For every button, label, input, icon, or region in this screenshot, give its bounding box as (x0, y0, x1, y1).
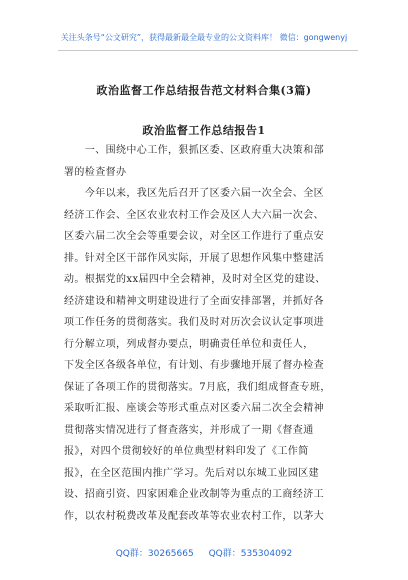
body-line: 下发全区各级各单位，有计划、有步骤地开展了督办检查 (64, 360, 324, 371)
qq-group-1: QQ群：30265665 (115, 549, 194, 559)
body-line: 排。针对全区干部作风实际，开展了思想作风集中整建活 (64, 252, 324, 264)
body-line: 采取听汇报、座谈会等形式重点对区委六届二次全会精神 (64, 403, 324, 414)
footer-contact (0, 546, 408, 559)
header-divider (58, 50, 358, 51)
header-promo-note: 关注头条号“公文研究”，获得最新最全最专业的公文资料库！ 微信：gongwenyj (60, 33, 348, 42)
body-line: 区委六届二次全会等重要会议，对全区工作进行了重点安 (64, 231, 324, 242)
body-line: 经济建设和精神文明建设进行了全面安排部署，并抓好各 (64, 295, 324, 307)
body-line: 署的检查督办 (64, 166, 127, 178)
body-line: 设、招商引资、四家困难企业改制等为重点的工商经济工 (64, 489, 324, 500)
document-title: 政治监督工作总结报告范文材料合集(3篇) (96, 84, 312, 97)
body-line: 项工作任务的贯彻落实。我们及时对历次会议认定事项进 (64, 317, 324, 328)
body-line: 作，以农村税费改革及配套改革等农业农村工作，以茅大 (64, 510, 324, 522)
body-line: 行分解立项，列成督办要点，明确责任单位和责任人， (64, 338, 314, 350)
body-text (64, 140, 354, 527)
body-line: 今年以来，我区先后召开了区委六届一次全会、全区 (64, 188, 324, 199)
body-line: 贯彻落实情况进行了督查落实，并形成了一期《督查通 (64, 424, 314, 436)
body-line: 保证了各项工作的贯彻落实。7月底，我们组成督查专班， (64, 381, 331, 393)
body-line: 一、围绕中心工作，狠抓区委、区政府重大决策和部 (64, 145, 324, 156)
body-line: 经济工作会、全区农业农村工作会及区人大六届一次会、 (64, 209, 324, 221)
body-line: 报》，在全区范围内推广学习。先后对以东城工业园区建 (64, 467, 319, 479)
qq-group-2: QQ群：535304092 (208, 549, 293, 559)
body-line: 动。根据党的xx届四中全会精神，及时对全区党的建设、 (64, 274, 326, 285)
section-title: 政治监督工作总结报告1 (142, 124, 266, 137)
body-line: 报》，对四个贯彻较好的单位典型材料印发了《工作简 (64, 446, 309, 457)
